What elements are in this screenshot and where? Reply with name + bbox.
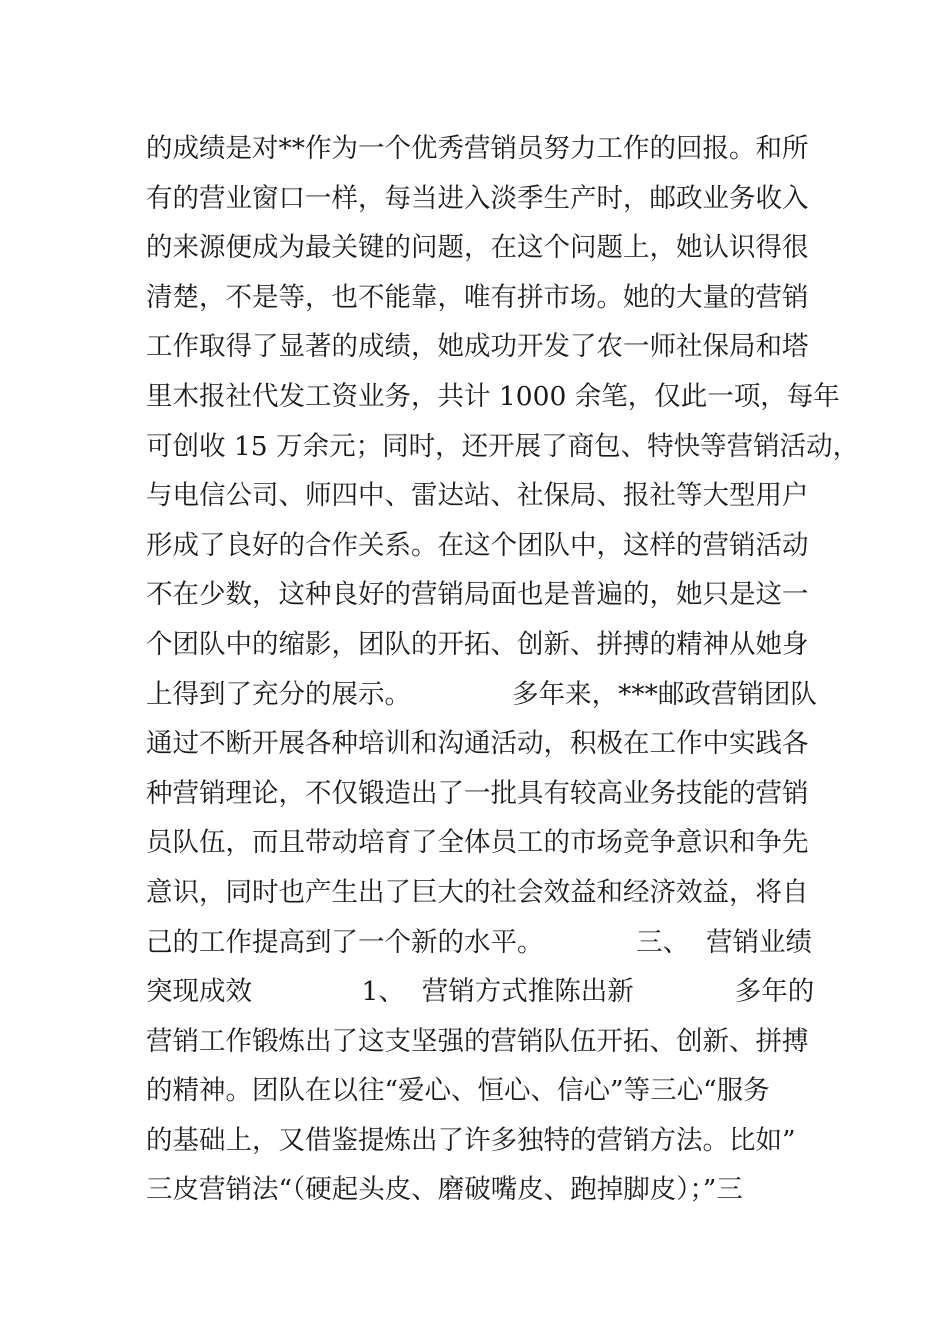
text-line: 的精神。团队在以往“爱心、恒心、信心”等三心“服务 — [146, 1075, 770, 1107]
text-line: 与电信公司、师四中、雷达站、社保局、报社等大型用户 — [146, 480, 809, 512]
text-line: 种营销理论，不仅锻造出了一批具有较高业务技能的营销 — [146, 777, 809, 809]
text-line: 员队伍，而且带动培育了全体员工的市场竞争意识和争先 — [146, 827, 809, 859]
text-line: 有的营业窗口一样，每当进入淡季生产时，邮政业务收入 — [146, 182, 809, 214]
text-line: 的来源便成为最关键的问题，在这个问题上，她认识得很 — [146, 232, 809, 264]
text-line: 不在少数，这种良好的营销局面也是普遍的，她只是这一 — [146, 579, 809, 611]
text-line: 通过不断开展各种培训和沟通活动，积极在工作中实践各 — [146, 728, 809, 760]
text-line: 营销工作锻炼出了这支坚强的营销队伍开拓、创新、拼搏 — [146, 1025, 809, 1057]
text-line: 清楚，不是等，也不能靠，唯有拼市场。她的大量的营销 — [146, 281, 809, 313]
text-line: 己的工作提高到了一个新的水平。 三、 营销业绩 — [146, 926, 813, 958]
text-line: 个团队中的缩影，团队的开拓、创新、拼搏的精神从她身 — [146, 628, 809, 660]
body-text — [146, 124, 860, 1215]
text-line: 的基础上，又借鉴提炼出了许多独特的营销方法。比如” — [146, 1124, 796, 1156]
text-line: 上得到了充分的展示。 多年来，***邮政营销团队 — [146, 678, 817, 710]
text-line: 三皮营销法“（硬起头皮、磨破嘴皮、跑掉脚皮）；”三 — [146, 1174, 743, 1206]
text-line: 可创收 15 万余元；同时，还开展了商包、特快等营销活动， — [146, 430, 860, 462]
text-line: 突现成效 1、 营销方式推陈出新 多年的 — [146, 976, 815, 1008]
text-line: 里木报社代发工资业务，共计 1000 余笔，仅此一项，每年 — [146, 380, 840, 412]
text-line: 的成绩是对**作为一个优秀营销员努力工作的回报。和所 — [146, 133, 809, 164]
text-line: 意识，同时也产生出了巨大的社会效益和经济效益，将自 — [146, 876, 809, 908]
text-line: 形成了良好的合作关系。在这个团队中，这样的营销活动 — [146, 529, 809, 561]
text-line: 工作取得了显著的成绩，她成功开发了农一师社保局和塔 — [146, 331, 809, 363]
